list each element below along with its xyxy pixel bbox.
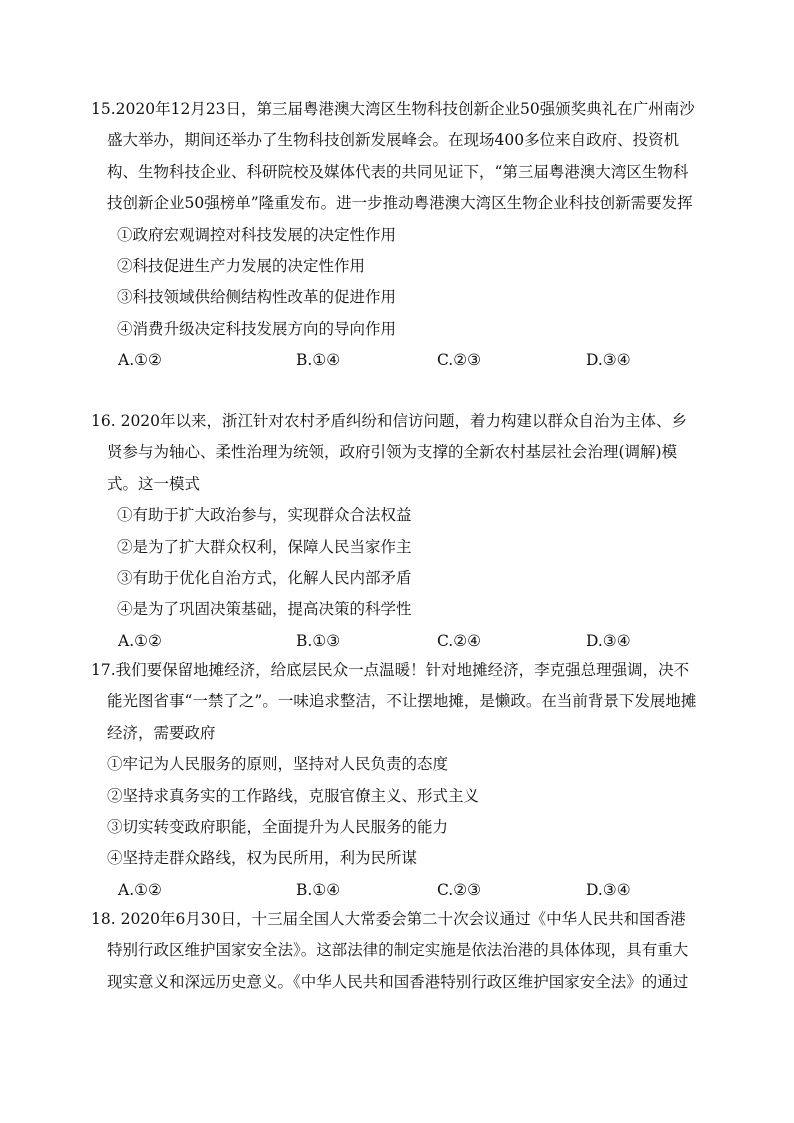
option-item: ③切实转变政府职能，全面提升为人民服务的能力 [107,818,449,837]
option-item: ④坚持走群众路线，权为民所用，利为民所谋 [107,849,418,868]
question-stem: 18. 2020年6月30日，十三届全国人大常委会第二十次会议通过《中华人民共和国香港特别行政区维护国家安全法》。这部法律的制定实施是依法治港的具体体现，具有重大现实意义和深远历史意义。《中华人民共和国香港特别行政区维护国家安全法》的通过 [91,910,689,991]
option-item: ④消费升级决定科技发展方向的导向作用 [117,319,397,338]
option-list [91,220,701,346]
option-item: ①牢记为人民服务的原则，坚持对人民负责的态度 [107,755,449,774]
option-item: ①有助于扩大政治参与，实现群众合法权益 [117,506,412,525]
option-item: ③科技领域供给侧结构性改革的促进作用 [117,288,397,307]
choice-c: C.②③ [437,351,482,370]
choice-c: C.②③ [437,880,482,899]
option-item: ③有助于优化自治方式，化解人民内部矛盾 [117,569,412,588]
choice-b: B.①④ [296,351,341,370]
option-item: ②坚持求真务实的工作路线，克服官僚主义、形式主义 [107,786,480,805]
answer-choices [91,345,701,376]
choice-b: B.①④ [296,880,341,899]
option-item: ②是为了扩大群众权利，保障人民当家作主 [117,537,412,556]
option-item: ②科技促进生产力发展的决定性作用 [117,257,366,276]
question-17 [91,655,701,906]
question-15 [91,94,701,377]
option-list [91,749,701,875]
question-stem: 16. 2020年以来，浙江针对农村矛盾纠纷和信访问题，着力构建以群众自治为主体、乡贤参与为轴心、柔性治理为统领，政府引领为支撑的全新农村基层社会治理(调解)模式。这一模式 [91,412,688,493]
choice-d: D.③④ [586,880,631,899]
choice-a: A.①② [118,351,162,370]
question-stem: 17.我们要保留地摊经济，给底层民众一点温暖！针对地摊经济，李克强总理强调，决不能光图省事“一禁了之”。一味追求整洁，不让摆地摊，是懒政。在当前背景下发展地摊经济，需要政府 [91,661,697,742]
choice-a: A.①② [118,880,162,899]
choice-b: B.①③ [296,631,341,650]
choice-c: C.②④ [437,631,482,650]
choice-d: D.③④ [586,351,631,370]
question-stem: 15.2020年12月23日，第三届粤港澳大湾区生物科技创新企业50强颁奖典礼在广州南沙盛大举办，期间还举办了生物科技创新发展峰会。在现场400多位来自政府、投资机构、生物科技企业、科研院校及媒体代表的共同见证下，“第三届粤港澳大湾区生物科技创新企业50强榜单”隆重发布。进一步推动粤港澳大湾区生物企业科技创新需要发挥 [91,100,695,213]
option-list [91,500,701,626]
option-item: ①政府宏观调控对科技发展的决定性作用 [117,225,397,244]
question-16 [91,406,701,657]
choice-a: A.①② [118,631,162,650]
question-18 [91,904,701,998]
answer-choices [91,875,701,906]
answer-choices [91,626,701,657]
choice-d: D.③④ [586,631,631,650]
option-item: ④是为了巩固决策基础，提高决策的科学性 [117,600,412,619]
